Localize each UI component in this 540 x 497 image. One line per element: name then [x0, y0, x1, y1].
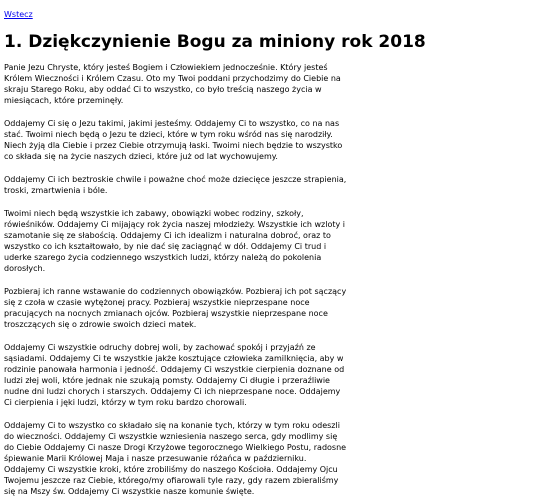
article-body [4, 62, 540, 497]
paragraph-6: Oddajemy Ci wszystkie odruchy dobrej woli, by zachować spokój i przyjaźń ze sąsiadami. Oddajemy Ci te wszystkie jakże kosztujące człowieka zamilknięcia, aby w rodzinie panowała harmonia i jedność. Oddajemy Ci wszystkie cierpienia doznane od ludzi złej woli, które jednak nie szukają pomsty. Oddajemy Ci długie i przeraźliwie nudne dni ludzi chorych i starszych. Oddajemy Ci ich nieprzespane noce. Oddajemy Ci cierpienia i jęki ludzi, którzy w tym roku bardzo chorowali. [4, 343, 345, 407]
paragraph-7: Oddajemy Ci to wszystko co składało się na konanie tych, którzy w tym roku odeszli do wieczności. Oddajemy Ci wszystkie wzniesienia naszego serca, gdy modlimy się do Ciebie Oddajemy Ci nasze Drogi Krzyżowe tegorocznego Wielkiego Postu, radosne śpiewanie Marii Królowej Maja i nasze przesuwanie różańca w październiku. Oddajemy Ci wszystkie kroki, które zrobiliśmy do naszego Kościoła. Oddajemy Ojcu Twojemu jeszcze raz Ciebie, którego/my ofiarowali tyle razy, gdy razem zbieraliśmy się na Mszy św. Oddajemy Ci wszystkie nasze komunie święte. [4, 421, 347, 496]
paragraph-4: Twoimi niech będą wszystkie ich zabawy, obowiązki wobec rodziny, szkoły, rówieśników. Oddajemy Ci mijający rok życia naszej młodzieży. Wszystkie ich wzloty i szamotanie się ze słabością. Oddajemy Ci ich idealizm i naturalna dobroć, oraz to wszystko co ich kształtowało, by nie dać się zaciągnąć w dół. Oddajemy Ci trud i uderke szarego życia codziennego wszystkich ludzi, którzy należą do pokolenia dorosłych. [4, 209, 345, 273]
page-title: 1. Dziękczynienie Bogu za miniony rok 2018 [4, 32, 426, 52]
paragraph-2: Oddajemy Ci się o Jezu takimi, jakimi jesteśmy. Oddajemy Ci to wszystko, co na nas stać. Twoimi niech będą o Jezu te dzieci, które w tym roku wśród nas się narodziły. Niech żyją dla Ciebie i przez Ciebie otrzymują łaski. Twoimi niech będzie to wszystko co składa się na życie naszych dzieci, które już od lat wychowujemy. [4, 119, 343, 161]
paragraph-3: Oddajemy Ci ich beztroskie chwile i poważne choć może dziecięce jeszcze strapienia, troski, zmartwienia i bóle. [4, 175, 347, 195]
paragraph-1: Panie Jezu Chryste, który jesteś Bogiem i Człowiekiem jednocześnie. Który jesteś Królem Wieczności i Królem Czasu. Oto my Twoi poddani przychodzimy do Ciebie na skraju Starego Roku, aby oddać Ci to wszystko, co było treścią naszego życia w miesiącach, które przeminęły. [4, 63, 341, 105]
back-link[interactable]: Wstecz [4, 10, 33, 19]
paragraph-5: Pozbieraj ich ranne wstawanie do codziennych obowiązków. Pozbieraj ich pot sączący się z czoła w czasie wytężonej pracy. Pozbieraj wszystkie nieprzespane noce pracujących na nocnych zmianach ojców. Pozbieraj wszystkie nieprzespane noce troszczących się o zdrowie swoich dzieci matek. [4, 287, 347, 329]
